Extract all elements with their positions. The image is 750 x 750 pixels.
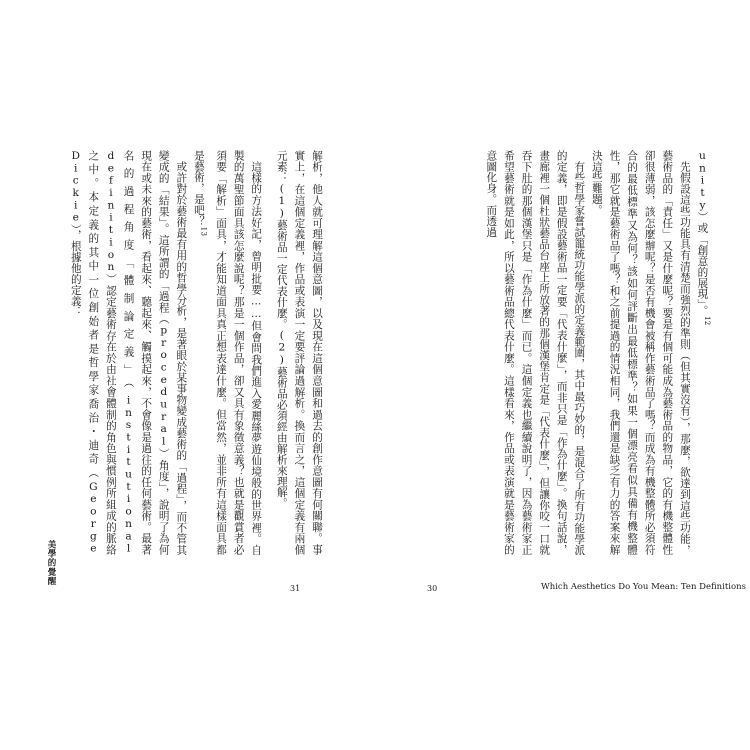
body-paragraph: 或許對於藝術最有用的哲學分析，是著眼於某事物變成藝術的「過程」，而不管其變成的「結果」。這所謂的「過程（procedural）角度」，說明了為何現在或未來的藝術，看起來、聽起來、觸摸起來，不會像是過往的任何藝術。最著名的過程角度「體制論定義」（institutional definition）認定藝術存在於由社會體制的角色與慣例所組成的脈絡之中。本定義的其中一位創始者是哲學家喬治・迪奇（George Dickie），根據他的定義： xyxy=(69,150,188,555)
page-number-left: 31 xyxy=(290,584,301,593)
footnote-ref: 12 xyxy=(703,315,711,326)
body-paragraph: 解析，他人就可理解這個意圖，以及現在這個意圖和過去的創作意圖有何關聯。事實上，在這個定義裡，作品或表演一定要評論過解析。換而言之，這個定義有兩個元素：(1)藝術品一定代表什麼。(2)藝術品必須經由解析來理解。 xyxy=(275,150,323,555)
left-page xyxy=(35,140,380,610)
left-page-body xyxy=(55,150,325,555)
right-page xyxy=(395,140,746,610)
running-head-left: 美學的覺醒 xyxy=(46,540,56,586)
page-number-right: 30 xyxy=(427,584,438,593)
body-paragraph: 這樣的方法好記，曾明批要……但會問我們進入愛麗絲夢遊仙境般的世界裡。自製的萬聖節面具該怎麼說呢？那是一個作品，卻又具有象徵意義？也就是觀賞者必須要「解析」面具，才能知道面具真正想表達什麼。但當然，並非所有這樣面具都是藝術，是吧？$^{13}$ xyxy=(192,150,263,555)
body-paragraph: unity）或「創意的展現」。$^{12}$ xyxy=(696,150,711,326)
body-paragraph: 先假設這些功能具有清楚而強烈的準則（但其實沒有），那麼，欲達到這些功能，藝術品的「責任」又是什麼呢？要是有個可能成為藝術品的物品，它的有機整體性卻很薄弱，該怎麼辦呢？是否有機會被稱作藝術品了嗎？而成為有機整體所必須符合的最低標準又為何？該如何評斷出最低標準？如果一個漂亮看似具備有機整體性，那它就是藝術品了嗎？和之前提過的情況相同，我們還是缺乏有力的答案來解決這些難題。 xyxy=(590,150,691,555)
right-page-body xyxy=(410,150,715,555)
footnote-ref: 13 xyxy=(199,226,208,237)
running-head-right: Which Aesthetics Do You Mean: Ten Definitions xyxy=(541,582,746,592)
body-paragraph: 有些哲學家嘗試籠統功能學派的定義範圍，其中最巧妙的，是混合了所有功能學派的定義，即是假設藝術品一定要「代表什麼」，而非只是「作為什麼」。換句話說，畫廊裡一個杜狀藝品台座上所放著的那個漢堡肯定是「代表什麼」，但讓你咬一口就吞下肚的那個漢堡只是「作為什麼」而已。這個定義也繼續說明了，因為藝術家正希望藝術就是如此，所以藝術品總代表什麼。這樣看來，作品或表演就是藝術家的意圖化身。而透過 xyxy=(485,150,586,555)
